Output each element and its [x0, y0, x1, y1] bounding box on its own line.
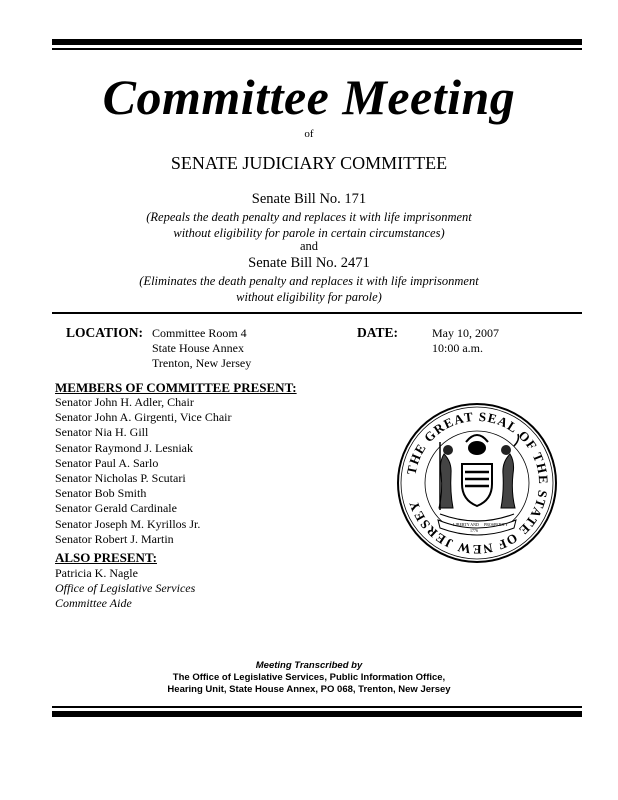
member-item: Senator John A. Girgenti, Vice Chair	[55, 410, 232, 425]
member-item: Senator Nicholas P. Scutari	[55, 471, 186, 486]
member-item: Senator Raymond J. Lesniak	[55, 440, 193, 455]
location-label: LOCATION:	[66, 325, 144, 340]
footer-line1: Meeting Transcribed by	[255, 660, 363, 671]
members-list	[55, 395, 231, 547]
top-thin-line	[52, 48, 582, 50]
aide-office: Office of Legislative Services	[55, 581, 196, 595]
members-heading: MEMBERS OF COMMITTEE PRESENT:	[55, 380, 297, 395]
date-value: May 10, 2007	[432, 326, 499, 340]
location-block	[152, 326, 251, 371]
transcription-footer	[0, 660, 618, 696]
seal-banner-right: PROSPERITY	[484, 522, 509, 527]
section-divider	[52, 312, 582, 314]
committee-name: SENATE JUDICIARY COMMITTEE	[170, 153, 448, 173]
member-item: Senator Paul A. Sarlo	[55, 455, 159, 470]
bill-1-number: Senate Bill No. 171	[251, 191, 367, 207]
member-item: Senator Bob Smith	[55, 486, 147, 501]
location-line2: State House Annex	[152, 341, 244, 355]
also-present-heading: ALSO PRESENT:	[55, 550, 157, 565]
bill-2-description-line2: without eligibility for parole)	[236, 290, 382, 304]
location-line3: Trenton, New Jersey	[152, 356, 252, 370]
footer-line2: The Office of Legislative Services, Public Information Office,	[172, 672, 446, 683]
top-thick-line	[52, 39, 582, 45]
seal-year: 1776	[470, 528, 478, 533]
of-text: of	[304, 128, 314, 140]
date-block	[432, 326, 499, 356]
member-item: Senator John H. Adler, Chair	[55, 395, 194, 409]
bottom-double-rule	[52, 706, 582, 717]
seal-banner-left: LIBERTY AND	[453, 522, 479, 527]
and-text: and	[299, 239, 319, 253]
time-value: 10:00 a.m.	[432, 341, 483, 355]
seal-ring-text: THE GREAT SEAL OF THE STATE OF NEW JERSEY	[403, 408, 552, 558]
state-seal-icon	[396, 402, 558, 564]
member-item: Senator Joseph M. Kyrillos Jr.	[55, 516, 201, 531]
also-present-block	[55, 566, 195, 611]
document-title: Committee Meeting	[102, 69, 516, 125]
footer-line3: Hearing Unit, State House Annex, PO 068, Trenton, New Jersey	[167, 684, 451, 695]
bill-1-description-line2: without eligibility for parole in certain circumstances)	[173, 226, 445, 240]
location-line1: Committee Room 4	[152, 326, 247, 340]
date-label: DATE:	[357, 325, 399, 340]
bottom-thin-line	[52, 706, 582, 708]
bill-2-description-line1: (Eliminates the death penalty and replaces it with life imprisonment	[139, 274, 479, 288]
member-item: Senator Robert J. Martin	[55, 531, 174, 546]
bottom-thick-line	[52, 711, 582, 717]
bill-2-number: Senate Bill No. 2471	[248, 255, 370, 271]
member-item: Senator Gerald Cardinale	[55, 501, 177, 516]
aide-name: Patricia K. Nagle	[55, 566, 138, 580]
top-double-rule	[52, 39, 582, 50]
aide-role: Committee Aide	[55, 596, 132, 610]
bill-1-description-line1: (Repeals the death penalty and replaces it with life imprisonment	[146, 210, 472, 224]
member-item: Senator Nia H. Gill	[55, 425, 149, 440]
